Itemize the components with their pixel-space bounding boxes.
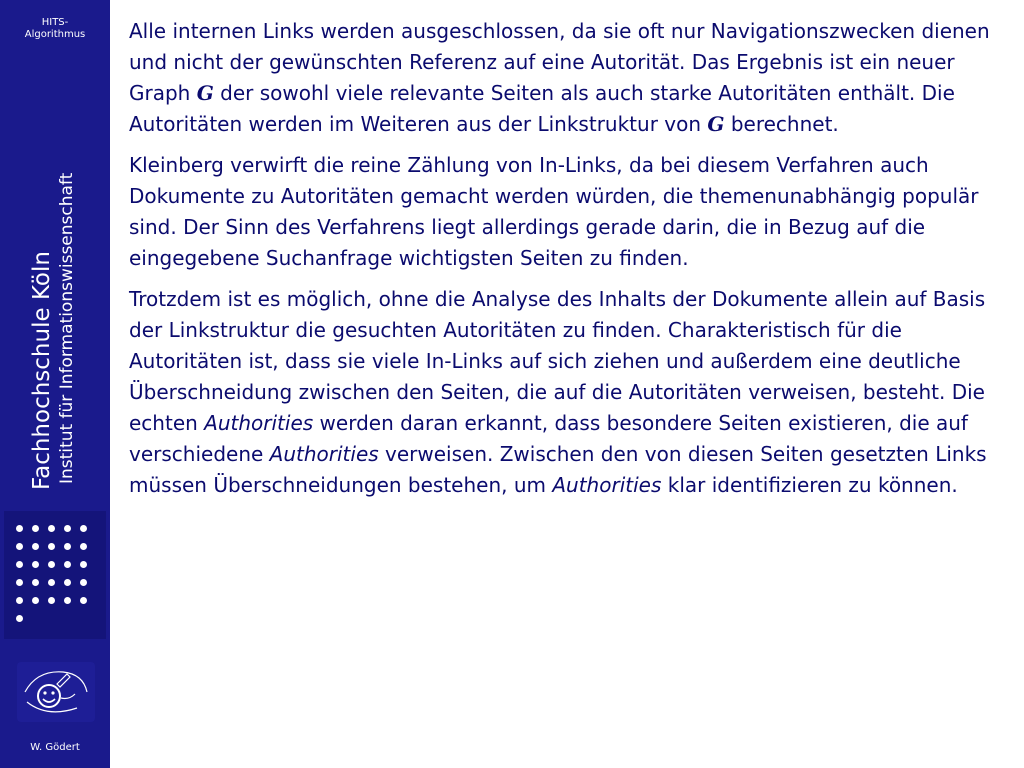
paragraph-3-text-d: klar identifizieren zu können. (661, 473, 958, 497)
decorative-dot (48, 561, 55, 568)
decorative-dot (48, 579, 55, 586)
slide-body (129, 16, 1001, 511)
paragraph-1-text-a: Alle internen Links werden ausgeschlossen, da sie oft nur Navigationszwecken dienen und nicht der gewünschten Referenz auf eine Autorität. Das Ergebnis ist ein neuer Graph (129, 19, 990, 105)
decorative-dot (32, 561, 39, 568)
author-name: W. Gödert (30, 742, 80, 753)
institution-vertical-label (28, 173, 78, 490)
decorative-dot (16, 597, 23, 604)
sidebar (0, 0, 110, 768)
institution-name: Fachhochschule Köln (29, 251, 55, 490)
paragraph-3-text-a: Trotzdem ist es möglich, ohne die Analyse des Inhalts der Dokumente allein auf Basis der Linkstruktur die gesuchten Autoritäten zu finden. Charakteristisch für die Autoritäten ist, dass sie viele In-Links auf sich ziehen und außerdem eine deutliche Überschneidung zwischen den Seiten, die auf die Autoritäten verweisen, besteht. Die echten (129, 287, 986, 435)
decorative-dot (16, 615, 23, 622)
decorative-dot (80, 543, 87, 550)
institute-name: Institut für Informationswissenschaft (57, 172, 77, 484)
graph-symbol-g: G (707, 112, 725, 136)
decorative-dot (16, 525, 23, 532)
slide-title-line1: HITS- (41, 17, 69, 28)
decorative-dot (32, 525, 39, 532)
decorative-dot (48, 525, 55, 532)
slide-title-line2: Algorithmus (24, 29, 86, 40)
authorities-term: Authorities (204, 411, 314, 435)
paragraph-1-text-c: berechnet. (724, 112, 839, 136)
authorities-term: Authorities (552, 473, 662, 497)
paragraph-1-text-b: der sowohl viele relevante Seiten als auch starke Autoritäten enthält. Die Autoritäten werden im Weiteren aus der Linkstruktur von (129, 81, 955, 136)
paragraph-1 (129, 16, 1001, 140)
decorative-dot (80, 579, 87, 586)
authorities-term: Authorities (269, 442, 379, 466)
decorative-dot (48, 543, 55, 550)
decorative-dot (64, 543, 71, 550)
decorative-dot (64, 597, 71, 604)
graph-symbol-g: G (196, 81, 214, 105)
decorative-dot (32, 543, 39, 550)
decorative-dot (80, 561, 87, 568)
decorative-dot (80, 525, 87, 532)
decorative-dot (64, 561, 71, 568)
decorative-dot (32, 597, 39, 604)
decorative-dot (16, 543, 23, 550)
decorative-dot (32, 579, 39, 586)
dot-grid-decoration (4, 511, 106, 639)
paragraph-2: Kleinberg verwirft die reine Zählung von In-Links, da bei diesem Verfahren auch Dokumente zu Autoritäten gemacht werden würden, die themenunabhängig populär sind. Der Sinn des Verfahrens liegt allerdings gerade darin, die in Bezug auf die eingegebene Suchanfrage wichtigsten Seiten zu finden. (129, 153, 979, 270)
paragraph-3-text-b: werden daran erkannt, dass besondere Seiten existieren, die auf verschiedene (129, 411, 968, 466)
decorative-dot (80, 597, 87, 604)
decorative-dot (64, 525, 71, 532)
smiley-logo-icon (17, 662, 95, 722)
paragraph-3 (129, 284, 1001, 501)
decorative-dot (64, 579, 71, 586)
paragraph-3-text-c: verweisen. Zwischen den von diesen Seiten gesetzten Links müssen Überschneidungen bestehen, um (129, 442, 987, 497)
decorative-dot (16, 579, 23, 586)
decorative-dot (48, 597, 55, 604)
decorative-dot (16, 561, 23, 568)
slide-title (0, 17, 110, 41)
